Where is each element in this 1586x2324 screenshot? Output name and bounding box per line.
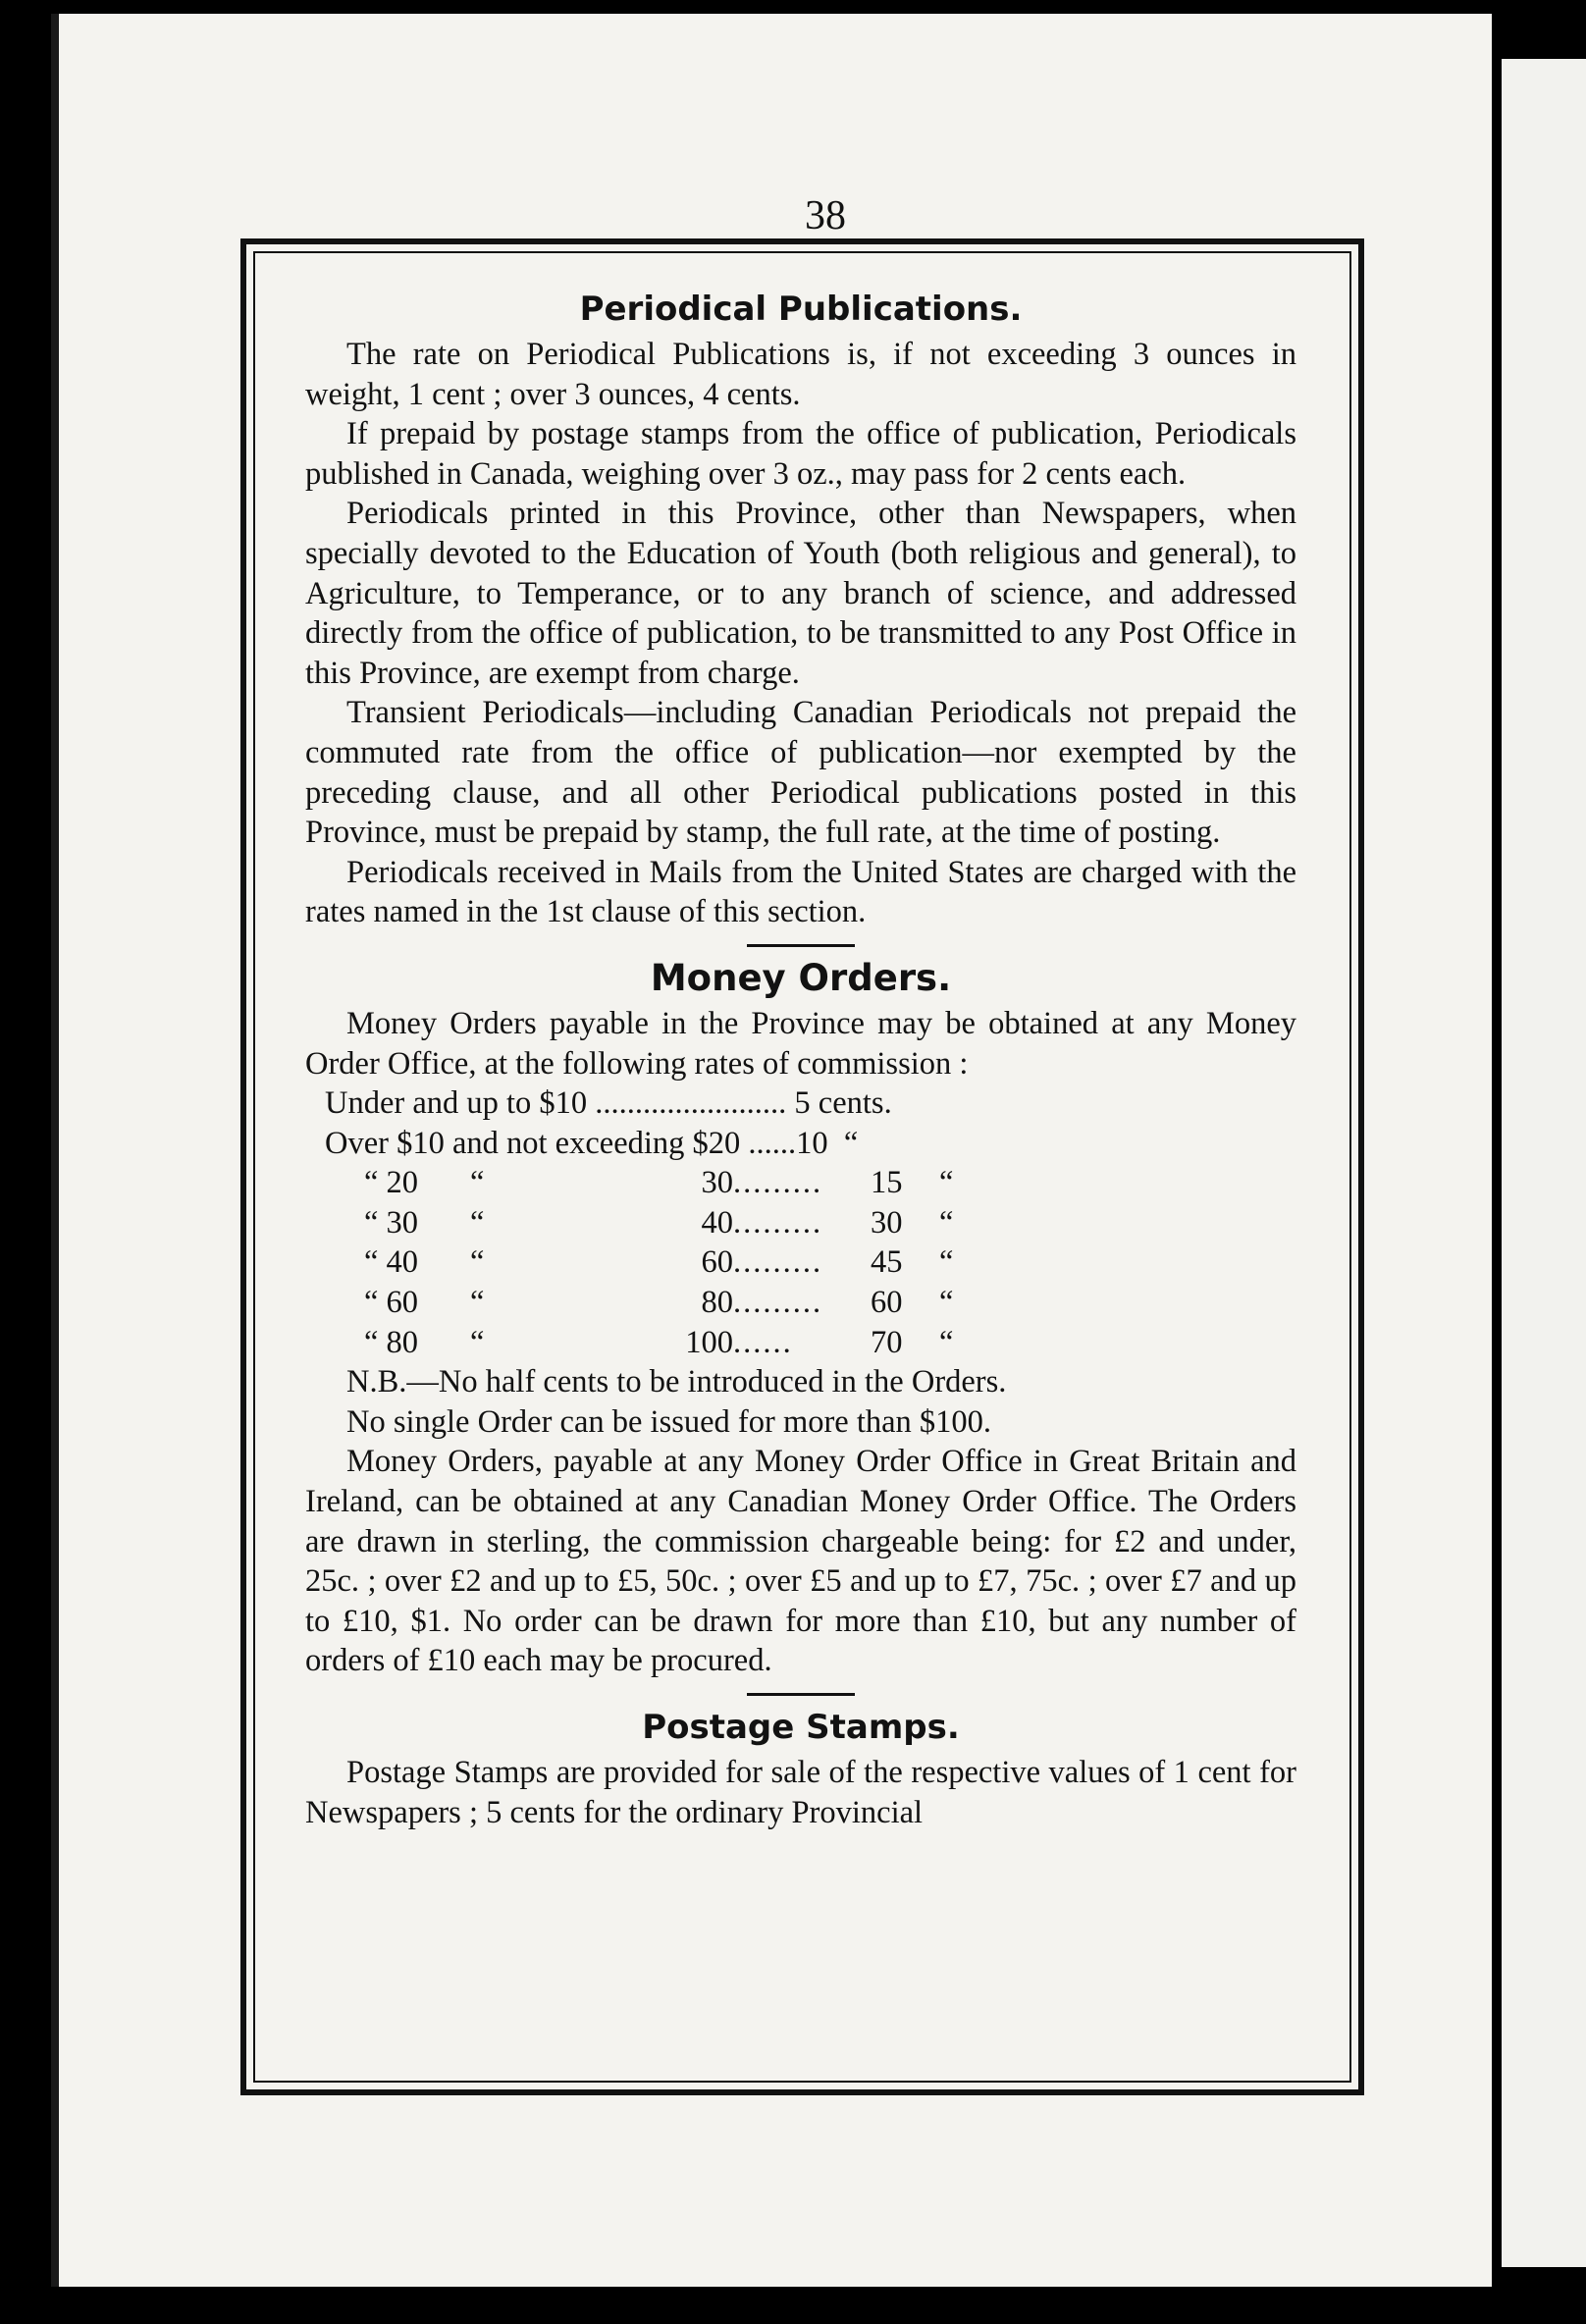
leader-dots: ......... [733, 1244, 823, 1281]
rate-line-first: Under and up to $10 ........................ 5 cents. [325, 1085, 892, 1122]
ditto-mark: “ [470, 1244, 485, 1281]
rate-row [325, 1203, 1296, 1243]
money-orders-note: N.B.—No half cents to be introduced in the Orders. [346, 1364, 1007, 1400]
rate-row [325, 1283, 1296, 1323]
ditto-mark: “ [470, 1204, 485, 1241]
facing-page-edge [1502, 59, 1586, 2267]
rate-from: “ 30 [364, 1204, 419, 1241]
section-divider [747, 1693, 855, 1696]
periodical-paragraph: Periodicals printed in this Province, other than Newspapers, when specially devoted to the Education of Youth (both religious and general), to Agriculture, to Temperance, or to any branch of science, and addressed directly from the office of publication, to be transmitted to any Post Office in this Province, are exempt from charge. [305, 496, 1296, 691]
rate-to: 40 [701, 1204, 733, 1241]
ditto-mark: “ [470, 1165, 485, 1201]
periodical-paragraph: If prepaid by postage stamps from the office of publication, Periodicals published in Canada, weighing over 3 oz., may pass for 2 cents each. [305, 416, 1296, 492]
ditto-mark: “ [939, 1165, 954, 1201]
leader-dots: ......... [733, 1165, 823, 1201]
ditto-mark: “ [939, 1204, 954, 1241]
ditto-mark: “ [939, 1324, 954, 1360]
leader-dots: ......... [733, 1285, 823, 1321]
rate-cents: 15 [871, 1165, 903, 1201]
rate-to: 100 [685, 1324, 733, 1360]
ditto-mark: “ [939, 1285, 954, 1321]
periodical-paragraph: Periodicals received in Mails from the United States are charged with the rates named in the 1st clause of this section. [305, 854, 1296, 930]
rate-cents: 45 [871, 1244, 903, 1281]
rate-line-second: Over $10 and not exceeding $20 ......10 “ [325, 1125, 859, 1161]
rate-from: “ 80 [364, 1324, 419, 1360]
ditto-mark: “ [939, 1244, 954, 1281]
money-orders-britain: Money Orders, payable at any Money Order Office in Great Britain and Ireland, can be obtained at any Canadian Money Order Office. The Orders are drawn in sterling, the commission chargeable being: for £2 and under, 25c. ; over £2 and up to £5, 50c. ; over £5 and up to £7, 75c. ; over £7 and up to £10, $1. No order can be drawn for more than £10, but any number of orders of £10 each may be procured. [305, 1444, 1296, 1679]
rate-to: 80 [701, 1285, 733, 1321]
money-orders-intro: Money Orders payable in the Province may be obtained at any Money Order Office, at the following rates of commission : [305, 1005, 1296, 1082]
money-orders-limit: No single Order can be issued for more than $100. [346, 1403, 992, 1440]
leader-dots: ......... [733, 1204, 823, 1241]
rate-row [325, 1242, 1296, 1283]
postage-stamps-paragraph: Postage Stamps are provided for sale of the respective values of 1 cent for Newspapers ; 5 cents for the ordinary Provincial [305, 1755, 1296, 1830]
commission-rate-table [325, 1083, 1296, 1362]
rate-cents: 60 [871, 1285, 903, 1321]
periodical-paragraph: The rate on Periodical Publications is, if not exceeding 3 ounces in weight, 1 cent ; over 3 ounces, 4 cents. [305, 337, 1296, 412]
rate-cents: 70 [871, 1324, 903, 1360]
periodical-publications-heading: Periodical Publications. [579, 290, 1023, 329]
text-frame [240, 238, 1364, 2095]
section-divider [747, 944, 855, 947]
ditto-mark: “ [470, 1324, 485, 1360]
postage-stamps-heading: Postage Stamps. [642, 1708, 960, 1747]
rate-row [325, 1323, 1296, 1363]
money-orders-heading: Money Orders. [650, 956, 952, 999]
ditto-mark: “ [470, 1285, 485, 1321]
rate-cents: 30 [871, 1204, 903, 1241]
page-number: 38 [805, 193, 846, 238]
page-content [305, 288, 1296, 1832]
rate-to: 30 [701, 1165, 733, 1201]
rate-from: “ 20 [364, 1165, 419, 1201]
rate-to: 60 [701, 1244, 733, 1281]
rate-from: “ 40 [364, 1244, 419, 1281]
rate-from: “ 60 [364, 1285, 419, 1321]
periodical-paragraph: Transient Periodicals—including Canadian Periodicals not prepaid the commuted rate from the office of publication—nor exempted by the preceding clause, and all other Periodical publications posted in this Province, must be prepaid by stamp, the full rate, at the time of posting. [305, 695, 1296, 851]
rate-row [325, 1163, 1296, 1203]
leader-dots: ...... [733, 1324, 793, 1360]
